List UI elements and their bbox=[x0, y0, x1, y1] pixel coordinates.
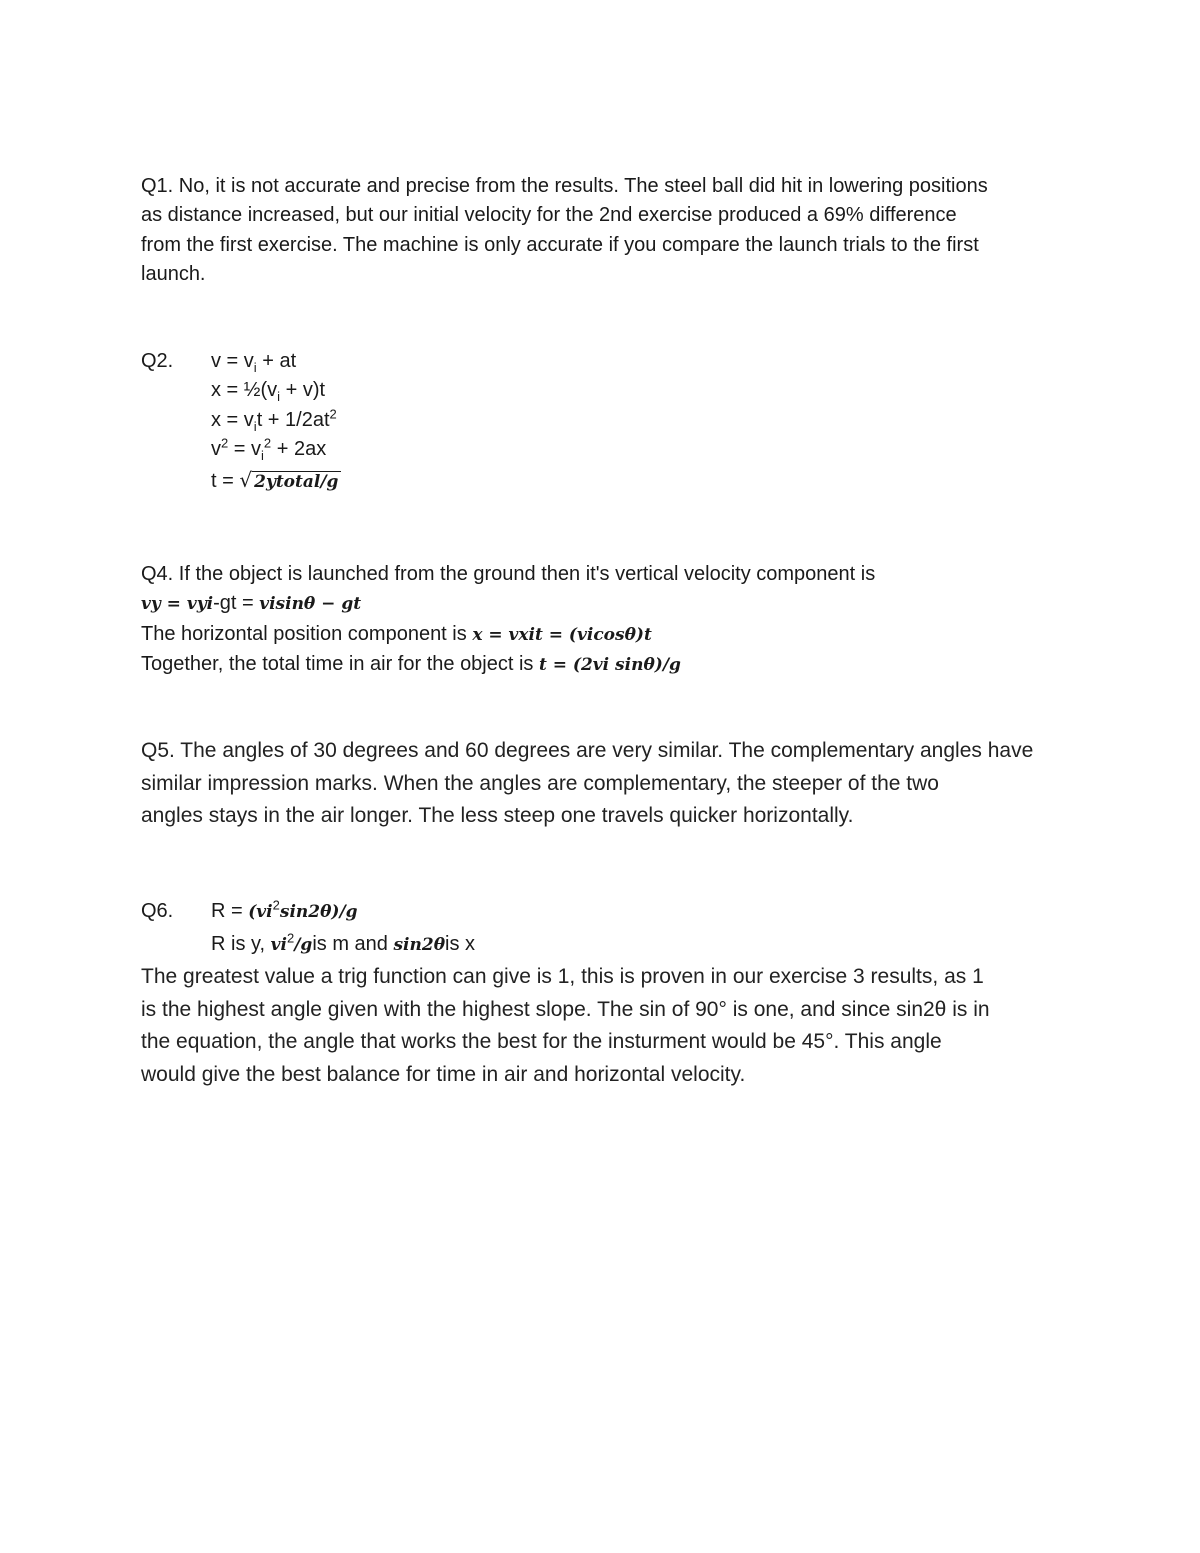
q5-line: Q5. The angles of 30 degrees and 60 degrees are very similar. The complementary angles have bbox=[141, 739, 1034, 762]
q5-line: similar impression marks. When the angles are complementary, the steeper of the two bbox=[141, 771, 939, 795]
q6-line: the equation, the angle that works the best for the insturment would be 45°. This angle bbox=[141, 1030, 942, 1053]
q6-label: Q6. bbox=[141, 900, 174, 922]
q6-line: would give the best balance for time in air and horizontal velocity. bbox=[141, 1062, 746, 1086]
q1-line: from the first exercise. The machine is only accurate if you compare the launch trials to the first bbox=[141, 233, 979, 256]
q6-explanation bbox=[141, 961, 1071, 1091]
q6-line: The greatest value a trig function can give is 1, this is proven in our exercise 3 results, as 1 bbox=[141, 965, 984, 988]
q4-horizontal-position: The horizontal position component is x = vxit = (vicosθ)t bbox=[141, 622, 652, 645]
equation-position: $x = v_it + 1/2at^2$ bbox=[211, 405, 337, 434]
q6-line: is the highest angle given with the highest slope. The sin of 90° is one, and since sin2θ is in bbox=[141, 997, 990, 1021]
equation-time: t = √ 2ytotal/g bbox=[211, 466, 341, 497]
q6-variable-mapping: R is y, $vi^2$/gis m and sin2θis x bbox=[211, 930, 476, 955]
q4-total-time: Together, the total time in air for the object is t = (2vi sinθ)/g bbox=[141, 652, 681, 675]
q2-label: Q2. bbox=[141, 350, 174, 372]
q4-line: Q4. If the object is launched from the ground then it's vertical velocity component is bbox=[141, 563, 876, 585]
answer-q6 bbox=[141, 895, 1071, 1091]
answer-q5 bbox=[141, 735, 1071, 833]
q6-range-equation: Q6. $R = (vi^2\sin 2\theta)/g$ bbox=[141, 895, 1071, 927]
q1-line: as distance increased, but our initial velocity for the 2nd exercise produced a 69% difference bbox=[141, 204, 957, 227]
q1-line: launch. bbox=[141, 262, 206, 285]
q5-line: angles stays in the air longer. The less steep one travels quicker horizontally. bbox=[141, 804, 854, 827]
equation-velocity: $v = v_i$ + at bbox=[211, 350, 297, 375]
equation-position-average: $x = \frac{1}{2}(v_i + v)t$ bbox=[211, 379, 326, 405]
q1-line: Q1. No, it is not accurate and precise from the results. The steel ball did hit in lowering positions bbox=[141, 175, 988, 197]
answer-q1 bbox=[141, 172, 1071, 289]
square-root: √ 2ytotal/g bbox=[239, 466, 341, 497]
answer-q4 bbox=[141, 560, 1071, 680]
q2-equations bbox=[211, 347, 341, 497]
equation-velocity-squared: $v^2 = v_i^2 + 2ax$ bbox=[211, 435, 327, 463]
q4-vertical-velocity: vy = vyi-gt = visinθ − gt bbox=[141, 592, 362, 615]
